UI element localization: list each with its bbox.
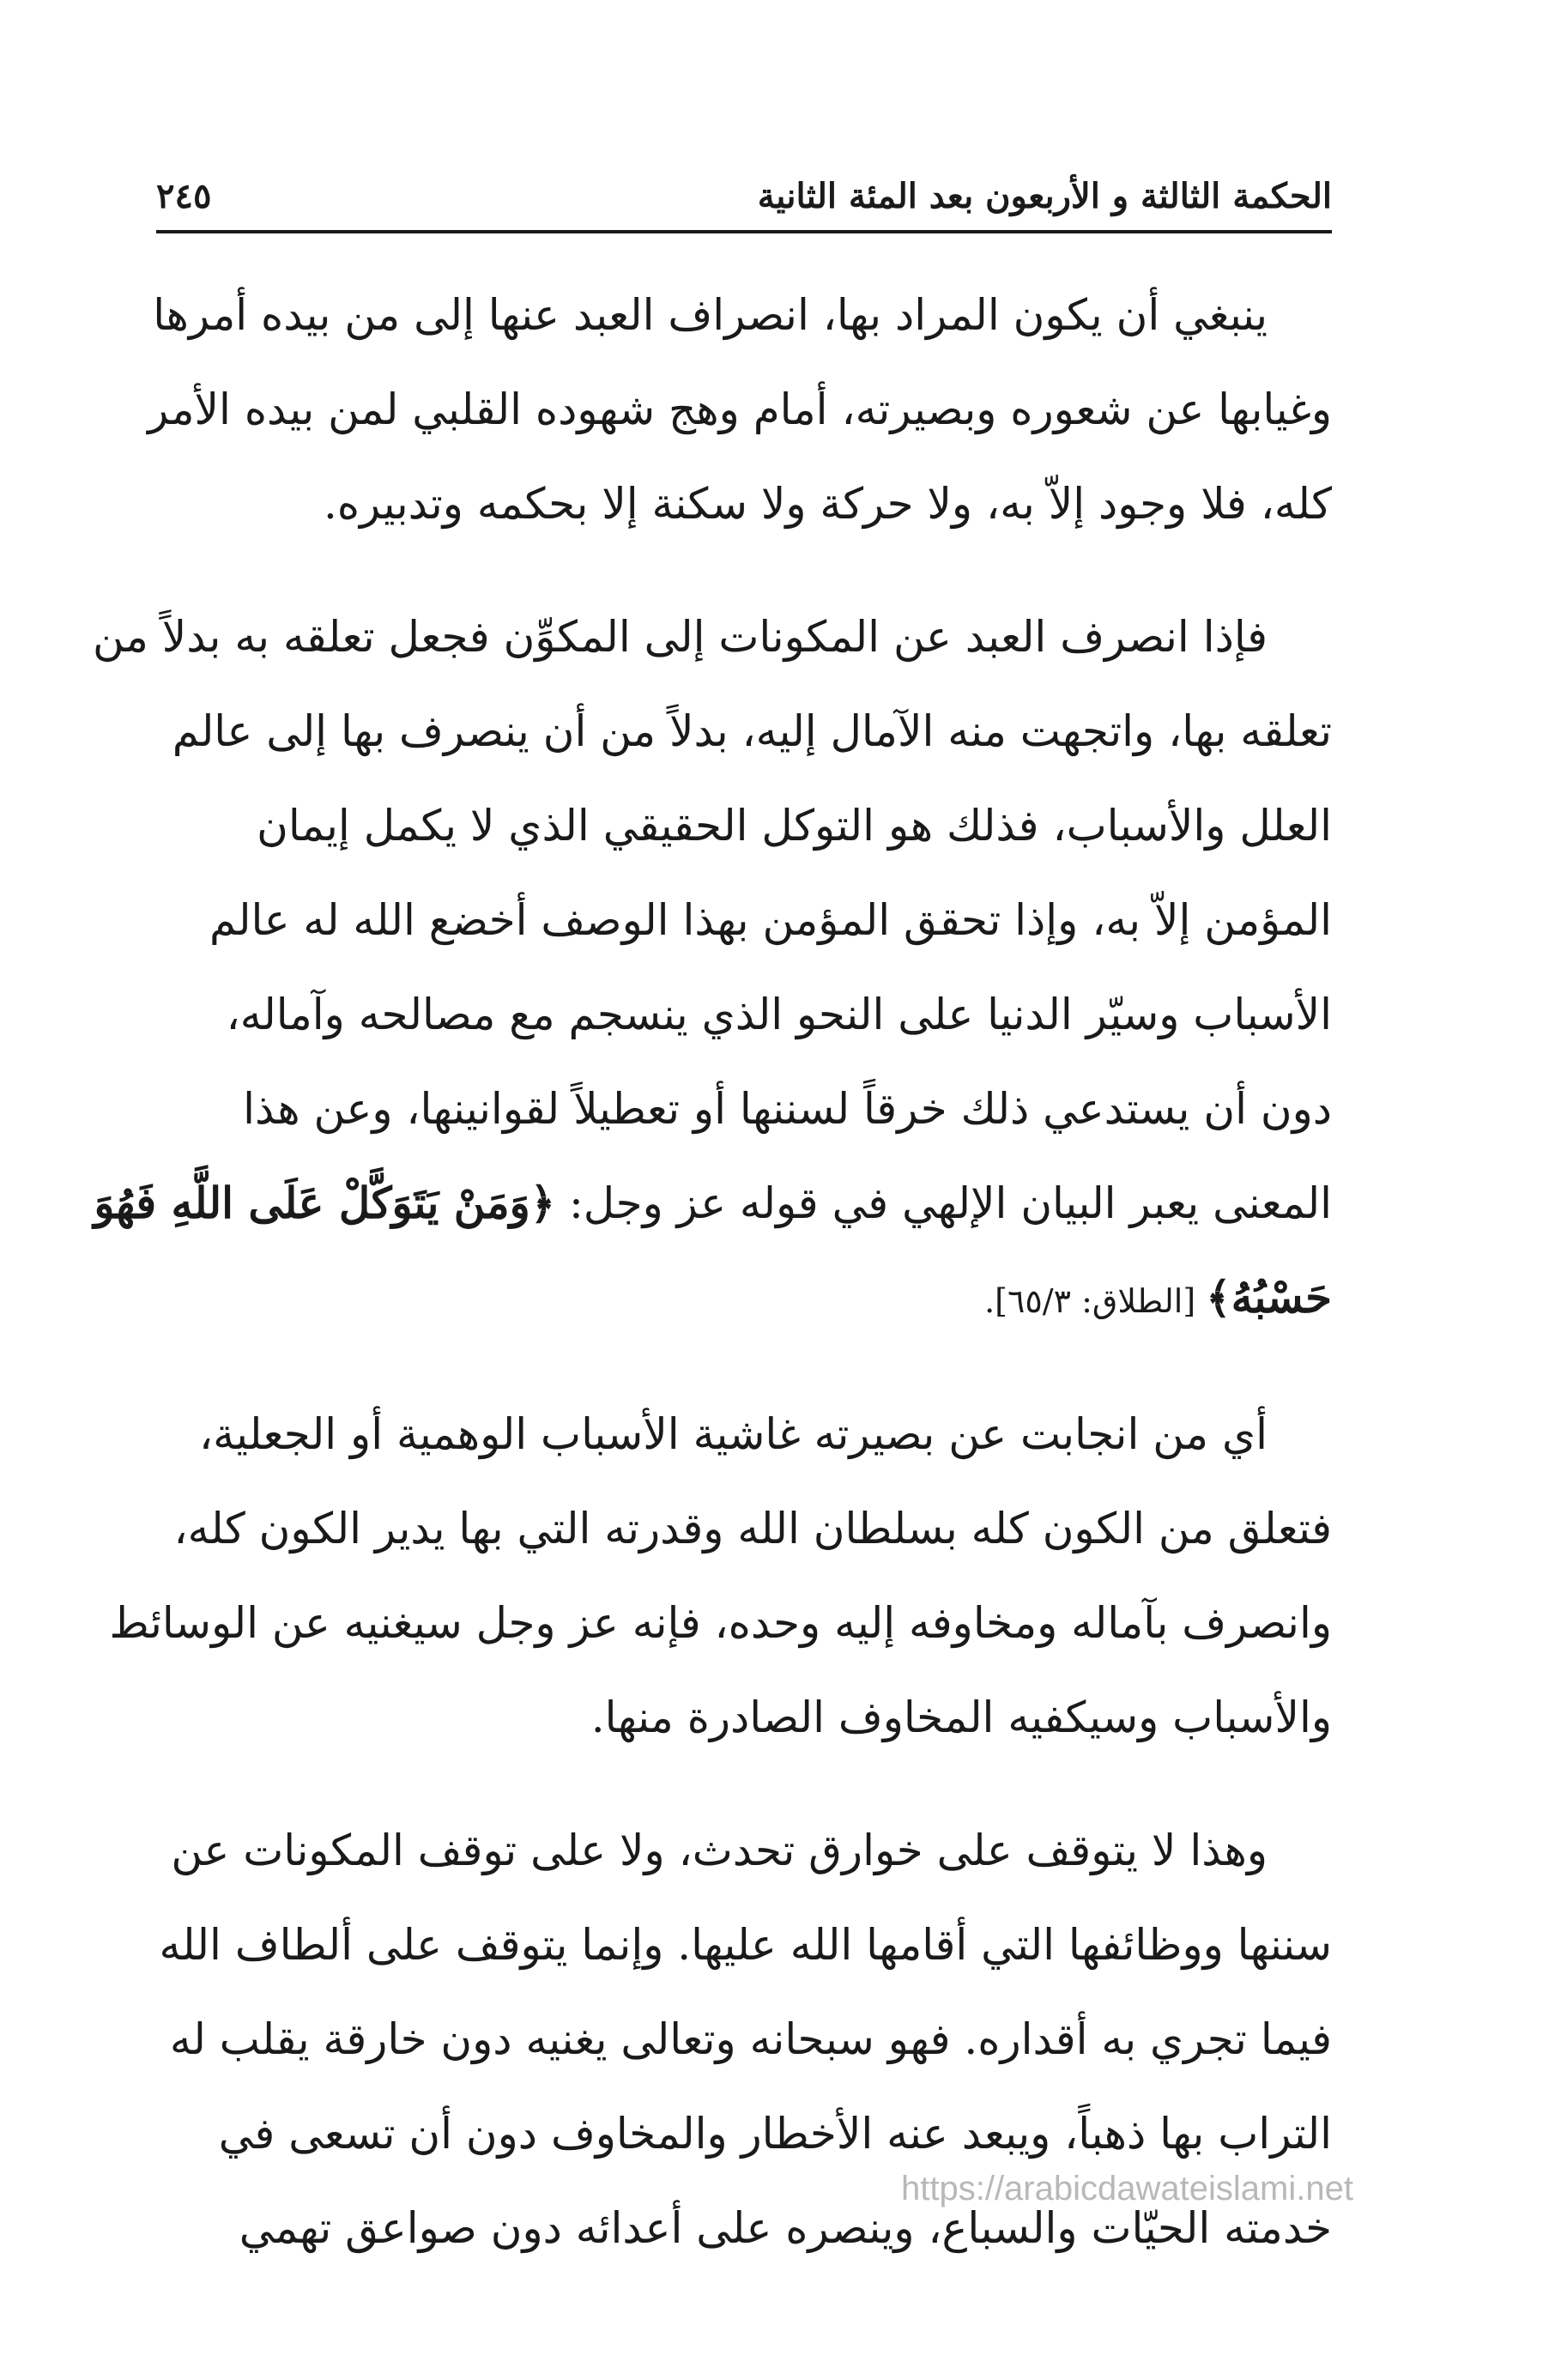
text-line: والأسباب وسيكفيه المخاوف الصادرة منها. bbox=[590, 1693, 1332, 1742]
text-line: فيما تجري به أقداره. فهو سبحانه وتعالى يغنيه دون خارقة يقلب له bbox=[169, 2014, 1332, 2064]
quran-intro: المعنى يعبر البيان الإلهي في قوله عز وجل: bbox=[555, 1178, 1332, 1228]
text-line: وانصرف بآماله ومخاوفه إليه وحده، فإنه عز وجل سيغنيه عن الوسائط bbox=[109, 1598, 1332, 1648]
text-line: كله، فلا وجود إلاّ به، ولا حركة ولا سكنة إلا بحكمه وتدبيره. bbox=[323, 479, 1332, 529]
paragraph-1 bbox=[148, 268, 1332, 551]
text-line: وهذا لا يتوقف على خوارق تحدث، ولا على توقف المكونات عن bbox=[171, 1826, 1268, 1875]
text-line: المؤمن إلاّ به، وإذا تحقق المؤمن بهذا الوصف أخضع الله له عالم bbox=[209, 895, 1332, 945]
quran-verse-part-2: حَسْبُهُ﴾ bbox=[1206, 1272, 1332, 1323]
running-head: الحكمة الثالثة و الأربعون بعد المئة الثانية bbox=[757, 176, 1332, 216]
text-line-quran bbox=[94, 1156, 1332, 1251]
text-line: فإذا انصرف العبد عن المكونات إلى المكوِّن فجعل تعلقه به بدلاً من bbox=[93, 612, 1268, 662]
header-rule bbox=[156, 230, 1332, 233]
watermark-url: https://arabicdawateislami.net bbox=[901, 2170, 1353, 2207]
text-line: تعلقه بها، واتجهت منه الآمال إليه، بدلاً من أن ينصرف بها إلى عالم bbox=[172, 706, 1332, 756]
text-line: الأسباب وسيّر الدنيا على النحو الذي ينسجم مع مصالحه وآماله، bbox=[226, 990, 1332, 1039]
text-line: العلل والأسباب، فذلك هو التوكل الحقيقي الذي لا يكمل إيمان bbox=[257, 801, 1332, 851]
text-line: ينبغي أن يكون المراد بها، انصراف العبد عنها إلى من بيده أمرها bbox=[153, 290, 1268, 340]
body-text bbox=[93, 268, 1332, 2314]
paragraph-2 bbox=[93, 590, 1332, 1348]
page-number: ٢٤٥ bbox=[156, 176, 212, 216]
text-line-quran-end bbox=[156, 1251, 1332, 1348]
quran-reference: [الطلاق: ٦٥/٣]. bbox=[984, 1282, 1207, 1320]
text-line: دون أن يستدعي ذلك خرقاً لسننها أو تعطيلاً لقوانينها، وعن هذا bbox=[243, 1084, 1332, 1134]
text-line: خدمته الحيّات والسباع، وينصره على أعدائه دون صواعق تهمي bbox=[239, 2203, 1332, 2253]
text-line: فتعلق من الكون كله بسلطان الله وقدرته التي بها يدير الكون كله، bbox=[173, 1504, 1332, 1553]
text-line: سننها ووظائفها التي أقامها الله عليها. وإنما يتوقف على ألطاف الله bbox=[159, 1920, 1332, 1970]
page-header bbox=[156, 167, 1332, 236]
text-line: التراب بها ذهباً، ويبعد عنه الأخطار والمخاوف دون أن تسعى في bbox=[218, 2109, 1332, 2159]
paragraph-3 bbox=[109, 1387, 1332, 1765]
text-line: وغيابها عن شعوره وبصيرته، أمام وهج شهوده القلبي لمن بيده الأمر bbox=[148, 385, 1332, 434]
quran-verse-part-1: ﴿وَمَنْ يَتَوَكَّلْ عَلَى اللَّهِ فَهُوَ bbox=[94, 1178, 556, 1228]
text-line: أي من انجابت عن بصيرته غاشية الأسباب الوهمية أو الجعلية، bbox=[199, 1409, 1268, 1459]
